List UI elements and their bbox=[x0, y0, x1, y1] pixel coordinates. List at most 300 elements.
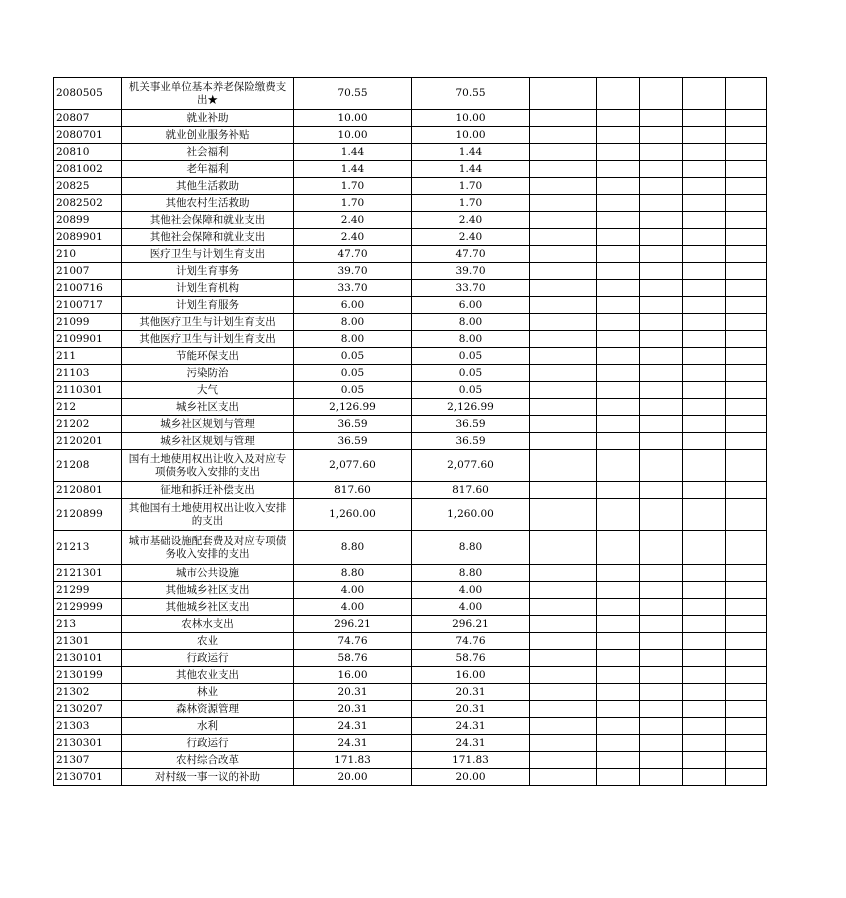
empty-cell bbox=[683, 450, 726, 482]
subject-code-cell: 21103 bbox=[54, 365, 122, 382]
subject-code-cell: 2120201 bbox=[54, 433, 122, 450]
table-row bbox=[54, 735, 767, 752]
total-amount-cell: 74.76 bbox=[294, 633, 412, 650]
empty-cell bbox=[530, 565, 597, 582]
subject-code-cell: 2130701 bbox=[54, 769, 122, 786]
empty-cell bbox=[683, 78, 726, 110]
empty-cell bbox=[683, 482, 726, 499]
subject-name-cell: 行政运行 bbox=[122, 650, 294, 667]
subject-name-cell: 行政运行 bbox=[122, 735, 294, 752]
empty-cell bbox=[640, 752, 683, 769]
table-row bbox=[54, 650, 767, 667]
subject-name-cell: 征地和拆迁补偿支出 bbox=[122, 482, 294, 499]
subject-code-cell: 2120899 bbox=[54, 499, 122, 531]
total-amount-cell: 39.70 bbox=[294, 263, 412, 280]
empty-cell bbox=[683, 365, 726, 382]
basic-expenditure-cell: 0.05 bbox=[412, 365, 530, 382]
basic-expenditure-cell: 1.70 bbox=[412, 178, 530, 195]
empty-cell bbox=[597, 718, 640, 735]
table-row bbox=[54, 263, 767, 280]
table-row bbox=[54, 280, 767, 297]
empty-cell bbox=[597, 127, 640, 144]
empty-cell bbox=[597, 110, 640, 127]
empty-cell bbox=[683, 633, 726, 650]
subject-name-cell: 农村综合改革 bbox=[122, 752, 294, 769]
empty-cell bbox=[640, 433, 683, 450]
empty-cell bbox=[530, 280, 597, 297]
empty-cell bbox=[640, 565, 683, 582]
basic-expenditure-cell: 2,126.99 bbox=[412, 399, 530, 416]
empty-cell bbox=[683, 161, 726, 178]
subject-code-cell: 21213 bbox=[54, 531, 122, 565]
empty-cell bbox=[683, 433, 726, 450]
table-row bbox=[54, 684, 767, 701]
table-row bbox=[54, 701, 767, 718]
total-amount-cell: 1,260.00 bbox=[294, 499, 412, 531]
empty-cell bbox=[726, 633, 767, 650]
empty-cell bbox=[640, 684, 683, 701]
basic-expenditure-cell: 171.83 bbox=[412, 752, 530, 769]
subject-name-cell: 其他社会保障和就业支出 bbox=[122, 229, 294, 246]
empty-cell bbox=[597, 161, 640, 178]
empty-cell bbox=[683, 735, 726, 752]
empty-cell bbox=[726, 348, 767, 365]
total-amount-cell: 1.70 bbox=[294, 178, 412, 195]
subject-code-cell: 21301 bbox=[54, 633, 122, 650]
empty-cell bbox=[530, 212, 597, 229]
subject-name-cell: 就业创业服务补贴 bbox=[122, 127, 294, 144]
empty-cell bbox=[726, 195, 767, 212]
empty-cell bbox=[640, 450, 683, 482]
empty-cell bbox=[683, 616, 726, 633]
empty-cell bbox=[726, 769, 767, 786]
empty-cell bbox=[640, 365, 683, 382]
empty-cell bbox=[683, 582, 726, 599]
empty-cell bbox=[640, 718, 683, 735]
empty-cell bbox=[726, 246, 767, 263]
total-amount-cell: 2,077.60 bbox=[294, 450, 412, 482]
basic-expenditure-cell: 33.70 bbox=[412, 280, 530, 297]
empty-cell bbox=[597, 701, 640, 718]
table-body bbox=[54, 78, 767, 786]
empty-cell bbox=[726, 599, 767, 616]
total-amount-cell: 2.40 bbox=[294, 212, 412, 229]
subject-code-cell: 212 bbox=[54, 399, 122, 416]
empty-cell bbox=[726, 650, 767, 667]
empty-cell bbox=[530, 110, 597, 127]
empty-cell bbox=[530, 531, 597, 565]
table-row bbox=[54, 78, 767, 110]
table-row bbox=[54, 127, 767, 144]
total-amount-cell: 2,126.99 bbox=[294, 399, 412, 416]
empty-cell bbox=[640, 331, 683, 348]
empty-cell bbox=[530, 735, 597, 752]
empty-cell bbox=[530, 297, 597, 314]
basic-expenditure-cell: 0.05 bbox=[412, 348, 530, 365]
empty-cell bbox=[530, 633, 597, 650]
table-row bbox=[54, 246, 767, 263]
basic-expenditure-cell: 2.40 bbox=[412, 229, 530, 246]
table-row bbox=[54, 110, 767, 127]
subject-name-cell: 医疗卫生与计划生育支出 bbox=[122, 246, 294, 263]
total-amount-cell: 0.05 bbox=[294, 382, 412, 399]
empty-cell bbox=[530, 365, 597, 382]
empty-cell bbox=[683, 499, 726, 531]
empty-cell bbox=[640, 582, 683, 599]
empty-cell bbox=[726, 667, 767, 684]
subject-name-cell: 其他城乡社区支出 bbox=[122, 582, 294, 599]
empty-cell bbox=[640, 246, 683, 263]
empty-cell bbox=[683, 229, 726, 246]
basic-expenditure-cell: 1.70 bbox=[412, 195, 530, 212]
empty-cell bbox=[640, 531, 683, 565]
empty-cell bbox=[683, 144, 726, 161]
basic-expenditure-cell: 10.00 bbox=[412, 127, 530, 144]
basic-expenditure-cell: 20.31 bbox=[412, 701, 530, 718]
total-amount-cell: 8.80 bbox=[294, 531, 412, 565]
basic-expenditure-cell: 20.31 bbox=[412, 684, 530, 701]
empty-cell bbox=[683, 348, 726, 365]
basic-expenditure-cell: 8.00 bbox=[412, 314, 530, 331]
table-row bbox=[54, 752, 767, 769]
empty-cell bbox=[726, 314, 767, 331]
subject-name-cell: 城乡社区规划与管理 bbox=[122, 416, 294, 433]
subject-name-cell: 城乡社区支出 bbox=[122, 399, 294, 416]
subject-code-cell: 210 bbox=[54, 246, 122, 263]
table-row bbox=[54, 144, 767, 161]
empty-cell bbox=[530, 229, 597, 246]
empty-cell bbox=[640, 416, 683, 433]
subject-code-cell: 213 bbox=[54, 616, 122, 633]
empty-cell bbox=[726, 616, 767, 633]
table-row bbox=[54, 499, 767, 531]
empty-cell bbox=[597, 650, 640, 667]
empty-cell bbox=[640, 161, 683, 178]
subject-code-cell: 2120801 bbox=[54, 482, 122, 499]
subject-name-cell: 节能环保支出 bbox=[122, 348, 294, 365]
subject-name-cell: 机关事业单位基本养老保险缴费支出★ bbox=[122, 78, 294, 110]
table-row bbox=[54, 399, 767, 416]
table-row bbox=[54, 769, 767, 786]
total-amount-cell: 1.44 bbox=[294, 161, 412, 178]
subject-name-cell: 污染防治 bbox=[122, 365, 294, 382]
subject-code-cell: 20810 bbox=[54, 144, 122, 161]
empty-cell bbox=[597, 752, 640, 769]
empty-cell bbox=[597, 280, 640, 297]
total-amount-cell: 6.00 bbox=[294, 297, 412, 314]
empty-cell bbox=[640, 599, 683, 616]
total-amount-cell: 70.55 bbox=[294, 78, 412, 110]
subject-name-cell: 计划生育机构 bbox=[122, 280, 294, 297]
basic-expenditure-cell: 20.00 bbox=[412, 769, 530, 786]
empty-cell bbox=[530, 450, 597, 482]
subject-name-cell: 农林水支出 bbox=[122, 616, 294, 633]
empty-cell bbox=[597, 499, 640, 531]
empty-cell bbox=[640, 110, 683, 127]
empty-cell bbox=[597, 735, 640, 752]
basic-expenditure-cell: 36.59 bbox=[412, 433, 530, 450]
empty-cell bbox=[683, 127, 726, 144]
subject-code-cell: 2100717 bbox=[54, 297, 122, 314]
subject-code-cell: 2100716 bbox=[54, 280, 122, 297]
table-row bbox=[54, 314, 767, 331]
subject-name-cell: 国有土地使用权出让收入及对应专项债务收入安排的支出 bbox=[122, 450, 294, 482]
subject-code-cell: 2130301 bbox=[54, 735, 122, 752]
empty-cell bbox=[530, 667, 597, 684]
subject-name-cell: 城市基础设施配套费及对应专项债务收入安排的支出 bbox=[122, 531, 294, 565]
empty-cell bbox=[683, 416, 726, 433]
total-amount-cell: 8.80 bbox=[294, 565, 412, 582]
table-row bbox=[54, 531, 767, 565]
empty-cell bbox=[683, 667, 726, 684]
subject-name-cell: 其他生活救助 bbox=[122, 178, 294, 195]
empty-cell bbox=[726, 499, 767, 531]
subject-code-cell: 21307 bbox=[54, 752, 122, 769]
empty-cell bbox=[683, 565, 726, 582]
subject-name-cell: 其他医疗卫生与计划生育支出 bbox=[122, 314, 294, 331]
empty-cell bbox=[683, 399, 726, 416]
empty-cell bbox=[597, 769, 640, 786]
table-row bbox=[54, 482, 767, 499]
total-amount-cell: 171.83 bbox=[294, 752, 412, 769]
empty-cell bbox=[683, 650, 726, 667]
table-row bbox=[54, 331, 767, 348]
empty-cell bbox=[597, 246, 640, 263]
table-row bbox=[54, 161, 767, 178]
total-amount-cell: 36.59 bbox=[294, 416, 412, 433]
empty-cell bbox=[640, 735, 683, 752]
empty-cell bbox=[640, 144, 683, 161]
empty-cell bbox=[597, 684, 640, 701]
table-row bbox=[54, 229, 767, 246]
subject-code-cell: 21202 bbox=[54, 416, 122, 433]
empty-cell bbox=[530, 599, 597, 616]
basic-expenditure-cell: 24.31 bbox=[412, 718, 530, 735]
total-amount-cell: 24.31 bbox=[294, 735, 412, 752]
total-amount-cell: 58.76 bbox=[294, 650, 412, 667]
empty-cell bbox=[726, 433, 767, 450]
empty-cell bbox=[683, 263, 726, 280]
empty-cell bbox=[530, 650, 597, 667]
empty-cell bbox=[530, 769, 597, 786]
empty-cell bbox=[597, 331, 640, 348]
empty-cell bbox=[683, 195, 726, 212]
empty-cell bbox=[726, 365, 767, 382]
basic-expenditure-cell: 16.00 bbox=[412, 667, 530, 684]
basic-expenditure-cell: 24.31 bbox=[412, 735, 530, 752]
table-row bbox=[54, 599, 767, 616]
empty-cell bbox=[683, 280, 726, 297]
total-amount-cell: 20.00 bbox=[294, 769, 412, 786]
subject-name-cell: 其他国有土地使用权出让收入安排的支出 bbox=[122, 499, 294, 531]
total-amount-cell: 2.40 bbox=[294, 229, 412, 246]
subject-code-cell: 2080701 bbox=[54, 127, 122, 144]
empty-cell bbox=[530, 127, 597, 144]
total-amount-cell: 4.00 bbox=[294, 582, 412, 599]
subject-code-cell: 20825 bbox=[54, 178, 122, 195]
empty-cell bbox=[640, 399, 683, 416]
empty-cell bbox=[640, 229, 683, 246]
subject-name-cell: 水利 bbox=[122, 718, 294, 735]
empty-cell bbox=[530, 246, 597, 263]
total-amount-cell: 10.00 bbox=[294, 110, 412, 127]
empty-cell bbox=[640, 701, 683, 718]
table-row bbox=[54, 433, 767, 450]
empty-cell bbox=[726, 531, 767, 565]
table-row bbox=[54, 450, 767, 482]
empty-cell bbox=[640, 633, 683, 650]
total-amount-cell: 8.00 bbox=[294, 331, 412, 348]
total-amount-cell: 817.60 bbox=[294, 482, 412, 499]
total-amount-cell: 8.00 bbox=[294, 314, 412, 331]
empty-cell bbox=[683, 752, 726, 769]
empty-cell bbox=[530, 263, 597, 280]
total-amount-cell: 33.70 bbox=[294, 280, 412, 297]
total-amount-cell: 0.05 bbox=[294, 348, 412, 365]
empty-cell bbox=[726, 399, 767, 416]
empty-cell bbox=[640, 297, 683, 314]
empty-cell bbox=[683, 769, 726, 786]
empty-cell bbox=[726, 229, 767, 246]
total-amount-cell: 296.21 bbox=[294, 616, 412, 633]
empty-cell bbox=[597, 263, 640, 280]
basic-expenditure-cell: 1.44 bbox=[412, 144, 530, 161]
basic-expenditure-cell: 296.21 bbox=[412, 616, 530, 633]
empty-cell bbox=[640, 482, 683, 499]
empty-cell bbox=[597, 582, 640, 599]
subject-code-cell: 21299 bbox=[54, 582, 122, 599]
subject-code-cell: 2089901 bbox=[54, 229, 122, 246]
empty-cell bbox=[640, 263, 683, 280]
subject-code-cell: 20807 bbox=[54, 110, 122, 127]
empty-cell bbox=[640, 667, 683, 684]
basic-expenditure-cell: 8.00 bbox=[412, 331, 530, 348]
basic-expenditure-cell: 1,260.00 bbox=[412, 499, 530, 531]
subject-code-cell: 211 bbox=[54, 348, 122, 365]
empty-cell bbox=[683, 531, 726, 565]
empty-cell bbox=[597, 433, 640, 450]
empty-cell bbox=[726, 331, 767, 348]
empty-cell bbox=[726, 212, 767, 229]
table-row bbox=[54, 297, 767, 314]
empty-cell bbox=[726, 684, 767, 701]
table-row bbox=[54, 667, 767, 684]
subject-name-cell: 森林资源管理 bbox=[122, 701, 294, 718]
empty-cell bbox=[530, 382, 597, 399]
empty-cell bbox=[530, 482, 597, 499]
basic-expenditure-cell: 47.70 bbox=[412, 246, 530, 263]
empty-cell bbox=[530, 348, 597, 365]
empty-cell bbox=[530, 195, 597, 212]
empty-cell bbox=[597, 482, 640, 499]
subject-name-cell: 城乡社区规划与管理 bbox=[122, 433, 294, 450]
empty-cell bbox=[597, 633, 640, 650]
budget-table bbox=[53, 77, 767, 786]
subject-name-cell: 大气 bbox=[122, 382, 294, 399]
subject-code-cell: 2080505 bbox=[54, 78, 122, 110]
empty-cell bbox=[726, 297, 767, 314]
subject-name-cell: 农业 bbox=[122, 633, 294, 650]
basic-expenditure-cell: 6.00 bbox=[412, 297, 530, 314]
empty-cell bbox=[640, 195, 683, 212]
empty-cell bbox=[683, 314, 726, 331]
basic-expenditure-cell: 2,077.60 bbox=[412, 450, 530, 482]
table-row bbox=[54, 416, 767, 433]
empty-cell bbox=[726, 78, 767, 110]
empty-cell bbox=[530, 399, 597, 416]
empty-cell bbox=[726, 482, 767, 499]
total-amount-cell: 4.00 bbox=[294, 599, 412, 616]
subject-name-cell: 对村级一事一议的补助 bbox=[122, 769, 294, 786]
subject-code-cell: 21208 bbox=[54, 450, 122, 482]
empty-cell bbox=[683, 599, 726, 616]
empty-cell bbox=[530, 701, 597, 718]
total-amount-cell: 16.00 bbox=[294, 667, 412, 684]
empty-cell bbox=[530, 752, 597, 769]
empty-cell bbox=[683, 331, 726, 348]
basic-expenditure-cell: 74.76 bbox=[412, 633, 530, 650]
subject-code-cell: 21007 bbox=[54, 263, 122, 280]
empty-cell bbox=[726, 701, 767, 718]
empty-cell bbox=[597, 599, 640, 616]
empty-cell bbox=[530, 331, 597, 348]
empty-cell bbox=[530, 616, 597, 633]
empty-cell bbox=[726, 127, 767, 144]
basic-expenditure-cell: 10.00 bbox=[412, 110, 530, 127]
empty-cell bbox=[640, 127, 683, 144]
total-amount-cell: 0.05 bbox=[294, 365, 412, 382]
empty-cell bbox=[683, 718, 726, 735]
subject-name-cell: 计划生育服务 bbox=[122, 297, 294, 314]
table-row bbox=[54, 582, 767, 599]
basic-expenditure-cell: 36.59 bbox=[412, 416, 530, 433]
subject-name-cell: 计划生育事务 bbox=[122, 263, 294, 280]
empty-cell bbox=[683, 297, 726, 314]
subject-name-cell: 其他农村生活救助 bbox=[122, 195, 294, 212]
subject-code-cell: 2130199 bbox=[54, 667, 122, 684]
empty-cell bbox=[597, 399, 640, 416]
subject-code-cell: 2130207 bbox=[54, 701, 122, 718]
total-amount-cell: 20.31 bbox=[294, 701, 412, 718]
subject-name-cell: 林业 bbox=[122, 684, 294, 701]
empty-cell bbox=[597, 78, 640, 110]
empty-cell bbox=[683, 178, 726, 195]
empty-cell bbox=[530, 78, 597, 110]
empty-cell bbox=[530, 314, 597, 331]
empty-cell bbox=[640, 280, 683, 297]
empty-cell bbox=[530, 684, 597, 701]
empty-cell bbox=[726, 110, 767, 127]
empty-cell bbox=[726, 582, 767, 599]
empty-cell bbox=[683, 701, 726, 718]
empty-cell bbox=[726, 718, 767, 735]
empty-cell bbox=[597, 178, 640, 195]
empty-cell bbox=[683, 212, 726, 229]
total-amount-cell: 20.31 bbox=[294, 684, 412, 701]
table-row bbox=[54, 565, 767, 582]
basic-expenditure-cell: 0.05 bbox=[412, 382, 530, 399]
table-row bbox=[54, 195, 767, 212]
subject-code-cell: 2121301 bbox=[54, 565, 122, 582]
empty-cell bbox=[530, 161, 597, 178]
subject-code-cell: 2129999 bbox=[54, 599, 122, 616]
subject-code-cell: 21099 bbox=[54, 314, 122, 331]
empty-cell bbox=[683, 382, 726, 399]
empty-cell bbox=[726, 382, 767, 399]
empty-cell bbox=[683, 246, 726, 263]
empty-cell bbox=[640, 178, 683, 195]
subject-name-cell: 老年福利 bbox=[122, 161, 294, 178]
